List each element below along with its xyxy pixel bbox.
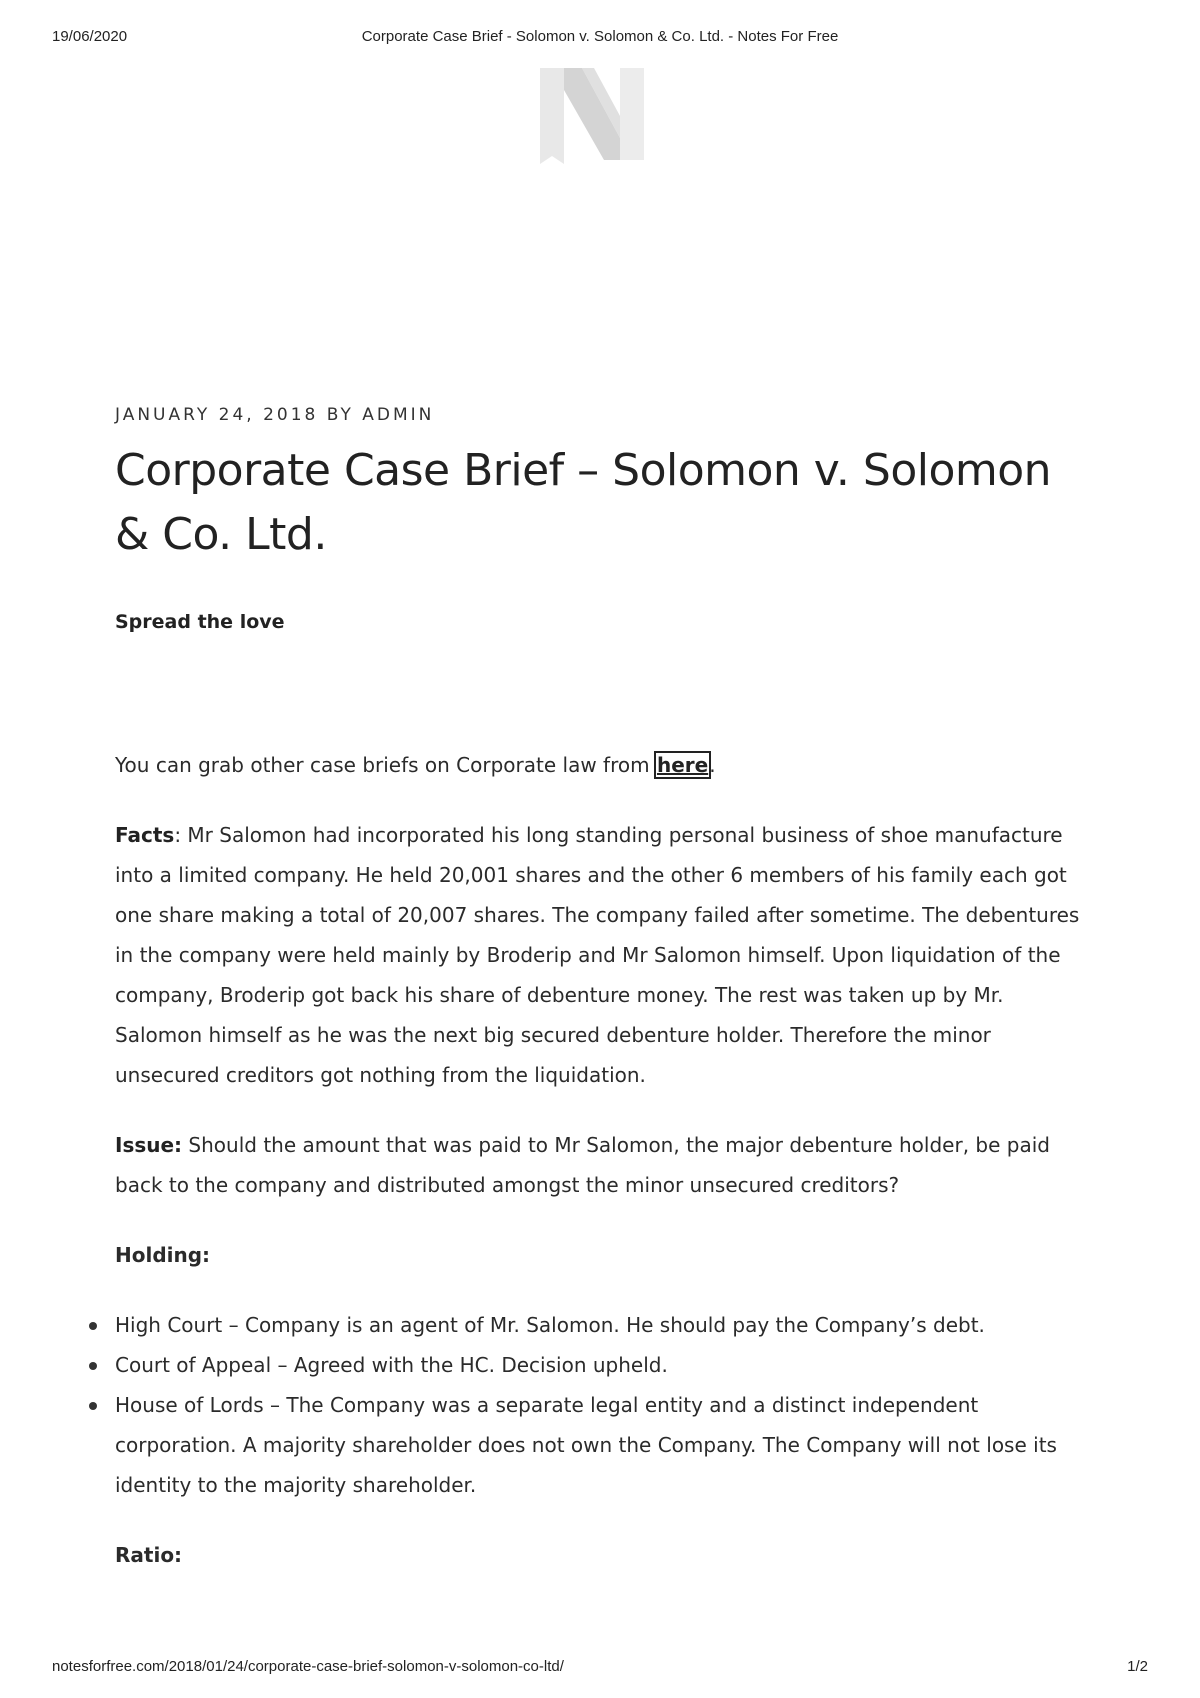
print-date: 19/06/2020: [52, 28, 128, 45]
site-logo-icon[interactable]: [532, 64, 652, 176]
list-item: [115, 1305, 1095, 1345]
intro-suffix: .: [709, 753, 716, 777]
intro-text: You can grab other case briefs on Corporate law from: [115, 753, 656, 777]
facts-text: : Mr Salomon had incorporated his long standing personal business of shoe manufacture into a limited company. He held 20,001 shares and the other 6 members of his family each got one share making a total of 20,007 shares. The company failed after sometime. The debentures in the company were held mainly by Broderip and Mr Salomon himself. Upon liquidation of the company, Broderip got back his share of debenture money. The rest was taken up by Mr. Salomon himself as he was the next big secured debenture holder. Therefore the minor unsecured creditors got nothing from the liquidation.: [115, 823, 1080, 1087]
facts-paragraph: [115, 815, 1095, 1095]
list-item: [115, 1385, 1095, 1505]
bullet-icon: [89, 1402, 97, 1410]
intro-paragraph: [115, 745, 1095, 785]
page-number: 1/2: [1127, 1658, 1148, 1675]
holding-text: High Court – Company is an agent of Mr. Salomon. He should pay the Company’s debt.: [115, 1313, 985, 1337]
ratio-heading: Ratio:: [115, 1543, 183, 1567]
print-page-title: Corporate Case Brief - Solomon v. Solomon & Co. Ltd. - Notes For Free: [361, 28, 839, 45]
print-header: [52, 28, 1148, 50]
holding-text: Court of Appeal – Agreed with the HC. Decision upheld.: [115, 1353, 668, 1377]
issue-paragraph: [115, 1125, 1095, 1205]
issue-text: Should the amount that was paid to Mr Salomon, the major debenture holder, be paid back to the company and distributed amongst the minor unsecured creditors?: [115, 1133, 1050, 1197]
holding-heading: Holding:: [115, 1243, 211, 1267]
page-url: notesforfree.com/2018/01/24/corporate-case-brief-solomon-v-solomon-co-ltd/: [52, 1658, 564, 1675]
holding-text: House of Lords – The Company was a separate legal entity and a distinct independent corporation. A majority shareholder does not own the Company. The Company will not lose its identity to the majority shareholder.: [115, 1393, 1057, 1497]
facts-label: Facts: [115, 823, 175, 847]
list-item: [115, 1345, 1095, 1385]
post-meta: JANUARY 24, 2018 BY ADMIN: [115, 405, 435, 425]
issue-label: Issue:: [115, 1133, 183, 1157]
print-footer: [52, 1658, 1148, 1698]
article: [115, 405, 1095, 1605]
article-title: Corporate Case Brief – Solomon v. Solomon & Co. Ltd.: [115, 445, 1052, 560]
bullet-icon: [89, 1362, 97, 1370]
case-briefs-link[interactable]: here: [656, 753, 709, 777]
bullet-icon: [89, 1322, 97, 1330]
holdings-list: [115, 1305, 1095, 1505]
share-label: Spread the love: [115, 611, 285, 633]
